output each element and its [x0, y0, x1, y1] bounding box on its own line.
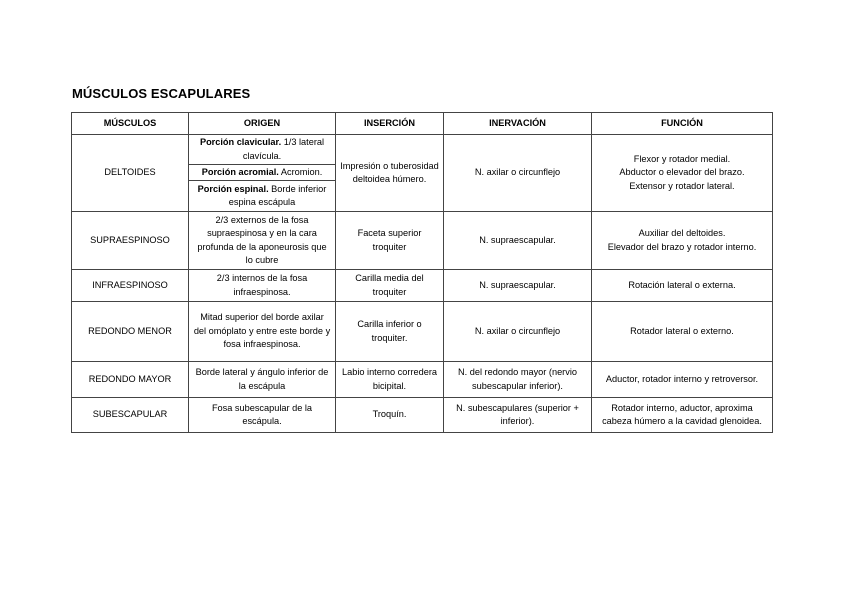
origin-part-label: Porción espinal. — [197, 183, 269, 194]
function-line: Elevador del brazo y rotador interno. — [607, 241, 757, 252]
header-musculos: MÚSCULOS — [72, 113, 189, 135]
insertion-cell: Labio interno corredera bicipital. — [336, 362, 444, 398]
origin-part-text: Borde inferior espina escápula — [228, 183, 327, 207]
table-row-redondo-mayor — [72, 362, 773, 398]
muscle-table — [71, 112, 773, 433]
innervation-cell: N. supraescapular. — [444, 270, 592, 302]
origin-cell: Mitad superior del borde axilar del omóplato y entre este borde y fosa infraespinosa. — [189, 302, 336, 362]
origin-cell — [189, 165, 336, 181]
muscle-name: DELTOIDES — [72, 135, 189, 212]
insertion-cell: Carilla media del troquiter — [336, 270, 444, 302]
function-line: Extensor y rotador lateral. — [629, 180, 735, 191]
origin-cell — [189, 181, 336, 212]
origin-part-label: Porción acromial. — [201, 166, 279, 177]
innervation-cell: N. supraescapular. — [444, 212, 592, 270]
origin-cell: 2/3 externos de la fosa supraespinosa y en la cara profunda de la aponeurosis que lo cubre — [189, 212, 336, 270]
origin-part-label: Porción clavicular. — [199, 137, 282, 148]
innervation-cell: N. del redondo mayor (nervio subescapular inferior). — [444, 362, 592, 398]
function-line: Flexor y rotador medial. — [633, 153, 731, 164]
origin-part-text: Acromion. — [278, 166, 323, 177]
function-line: Auxiliar del deltoides. — [638, 228, 726, 239]
muscle-name: REDONDO MAYOR — [72, 362, 189, 398]
insertion-cell: Faceta superior troquiter — [336, 212, 444, 270]
table-row-redondo-menor — [72, 302, 773, 362]
insertion-cell: Impresión o tuberosidad deltoidea húmero. — [336, 135, 444, 212]
origin-cell: Fosa subescapular de la escápula. — [189, 398, 336, 433]
insertion-cell: Carilla inferior o troquiter. — [336, 302, 444, 362]
page-title: MÚSCULOS ESCAPULARES — [72, 86, 251, 101]
table-row-infraespinoso — [72, 270, 773, 302]
insertion-cell: Troquín. — [336, 398, 444, 433]
function-cell — [592, 135, 773, 212]
table-header-row — [72, 113, 773, 135]
function-cell: Rotador lateral o externo. — [592, 302, 773, 362]
muscle-name: INFRAESPINOSO — [72, 270, 189, 302]
header-funcion: FUNCIÓN — [592, 113, 773, 135]
innervation-cell: N. axilar o circunflejo — [444, 135, 592, 212]
origin-part-text: 1/3 lateral clavícula. — [242, 137, 325, 161]
table-row-deltoides — [72, 135, 773, 165]
table-row-supraespinoso — [72, 212, 773, 270]
header-insercion: INSERCIÓN — [336, 113, 444, 135]
innervation-cell: N. subescapulares (superior + inferior). — [444, 398, 592, 433]
function-cell: Rotador interno, aductor, aproxima cabeza húmero a la cavidad glenoidea. — [592, 398, 773, 433]
muscle-name: SUPRAESPINOSO — [72, 212, 189, 270]
origin-cell: 2/3 internos de la fosa infraespinosa. — [189, 270, 336, 302]
origin-cell: Borde lateral y ángulo inferior de la escápula — [189, 362, 336, 398]
header-inervacion: INERVACIÓN — [444, 113, 592, 135]
header-origen: ORIGEN — [189, 113, 336, 135]
function-cell — [592, 212, 773, 270]
function-line: Abductor o elevador del brazo. — [619, 167, 745, 178]
function-cell: Aductor, rotador interno y retroversor. — [592, 362, 773, 398]
origin-cell — [189, 135, 336, 165]
table-row-subescapular — [72, 398, 773, 433]
innervation-cell: N. axilar o circunflejo — [444, 302, 592, 362]
function-cell: Rotación lateral o externa. — [592, 270, 773, 302]
muscle-name: REDONDO MENOR — [72, 302, 189, 362]
muscle-name: SUBESCAPULAR — [72, 398, 189, 433]
